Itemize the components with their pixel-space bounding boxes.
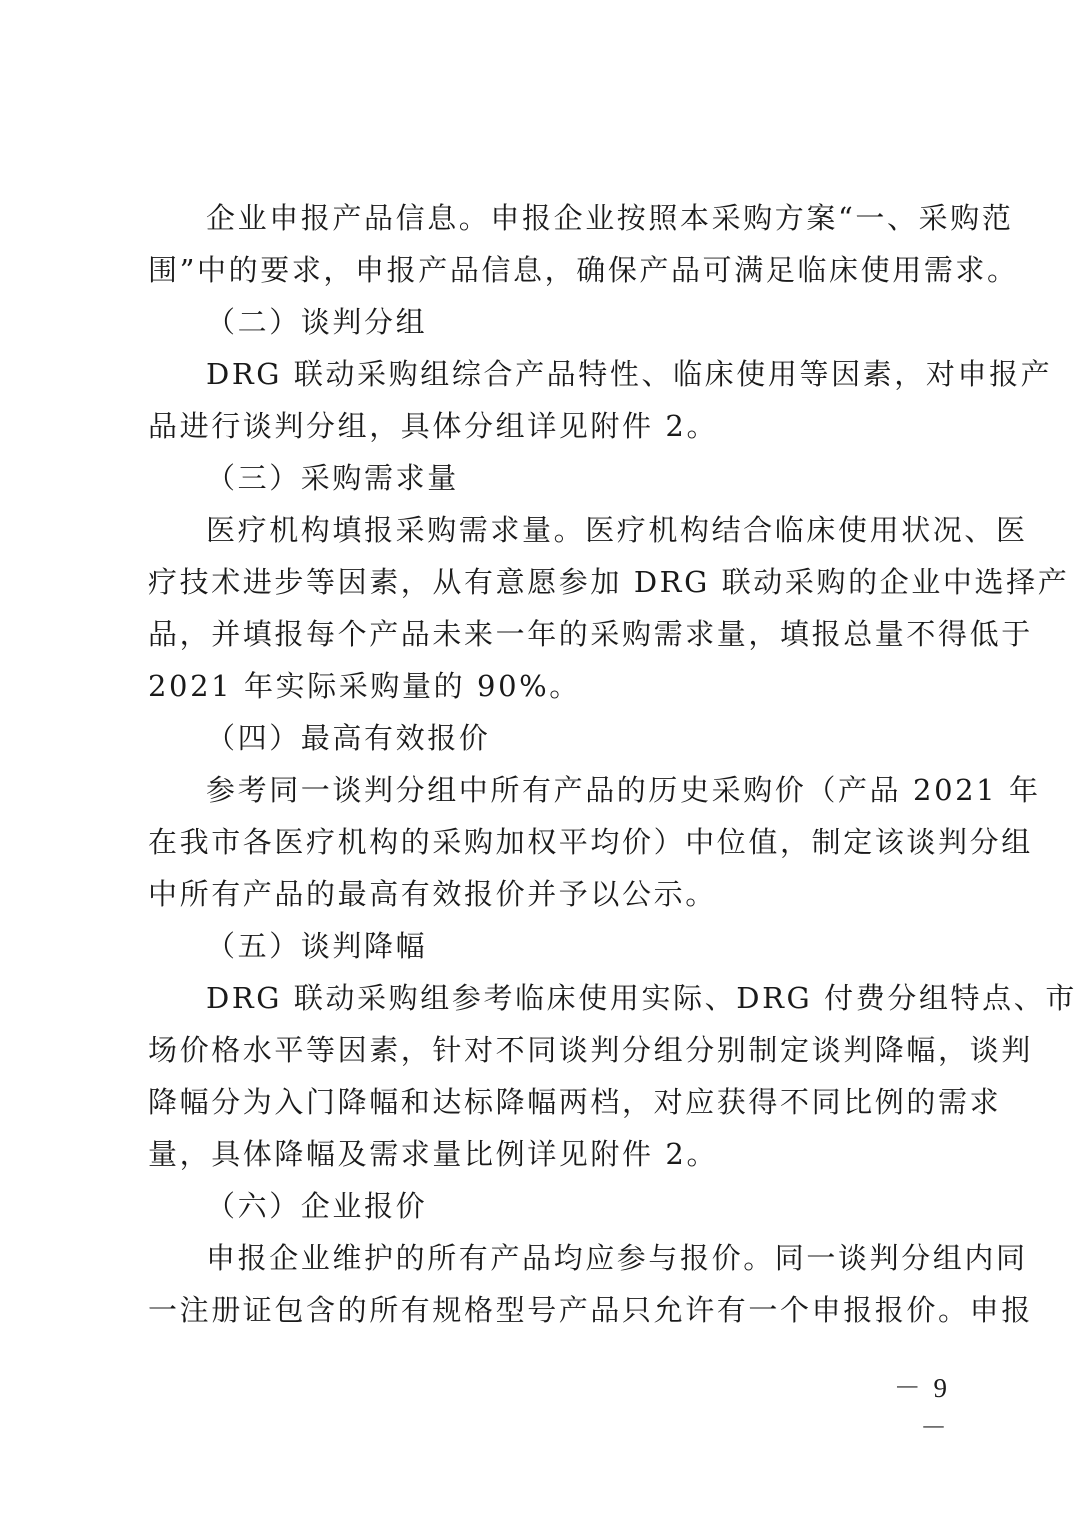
paragraph-line: 场价格水平等因素，针对不同谈判分组分别制定谈判降幅，谈判 [148,1033,1033,1067]
page-number: － 9 － [893,1373,950,1443]
section-heading-2: （二）谈判分组 [206,305,428,339]
paragraph-line: 品进行谈判分组，具体分组详见附件 2。 [148,409,719,443]
section-heading-3: （三）采购需求量 [206,461,459,495]
paragraph-line: 申报企业维护的所有产品均应参与报价。同一谈判分组内同 [206,1241,1028,1275]
paragraph-line: 围”中的要求，申报产品信息，确保产品可满足临床使用需求。 [148,253,1019,287]
section-heading-4: （四）最高有效报价 [206,721,491,755]
paragraph-line: 企业申报产品信息。申报企业按照本采购方案“一、采购范 [206,201,1014,235]
section-heading-5: （五）谈判降幅 [206,929,428,963]
paragraph-line: 中所有产品的最高有效报价并予以公示。 [148,877,717,911]
paragraph-line: DRG 联动采购组综合产品特性、临床使用等因素，对申报产 [206,357,1053,391]
paragraph-line: 一注册证包含的所有规格型号产品只允许有一个申报报价。申报 [148,1293,1033,1327]
paragraph-line: DRG 联动采购组参考临床使用实际、DRG 付费分组特点、市 [206,981,1077,1015]
paragraph-line: 量，具体降幅及需求量比例详见附件 2。 [148,1137,719,1171]
paragraph-line: 品，并填报每个产品未来一年的采购需求量，填报总量不得低于 [148,617,1033,651]
paragraph-line: 降幅分为入门降幅和达标降幅两档，对应获得不同比例的需求 [148,1085,1002,1119]
paragraph-line: 2021 年实际采购量的 90%。 [148,669,581,703]
section-heading-6: （六）企业报价 [206,1189,428,1223]
paragraph-line: 在我市各医疗机构的采购加权平均价）中位值，制定该谈判分组 [148,825,1033,859]
paragraph-line: 医疗机构填报采购需求量。医疗机构结合临床使用状况、医 [206,513,1028,547]
paragraph-line: 参考同一谈判分组中所有产品的历史采购价（产品 2021 年 [206,773,1041,807]
paragraph-line: 疗技术进步等因素，从有意愿参加 DRG 联动采购的企业中选择产 [148,565,1070,599]
